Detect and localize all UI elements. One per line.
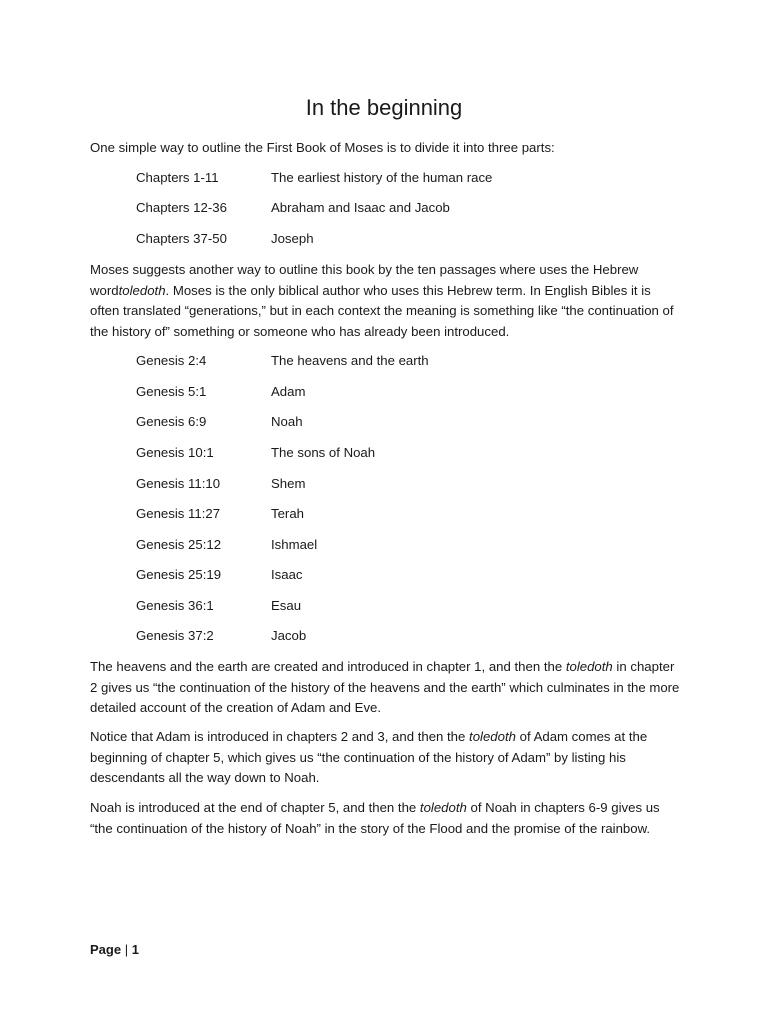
para4-text-a: Notice that Adam is introduced in chapters 2 and 3, and then the — [90, 729, 470, 744]
toledoth-row — [136, 351, 656, 371]
toledoth-ref: Genesis 6:9 — [136, 414, 207, 429]
para2-text-a: Moses suggests another way to outline this book by the ten passages where uses the Hebrew word — [90, 262, 639, 298]
intro-paragraph: One simple way to outline the First Book of Moses is to divide it into three parts: — [90, 140, 555, 155]
toledoth-row — [136, 504, 656, 524]
toledoth-desc: Ishmael — [271, 537, 318, 552]
toledoth-intro-paragraph — [90, 260, 680, 342]
outline-ref: Chapters 37-50 — [136, 231, 227, 246]
toledoth-desc: Terah — [271, 506, 304, 521]
toledoth-row — [136, 565, 656, 585]
para2-emphasis: toledoth — [118, 282, 166, 298]
toledoth-desc: Shem — [271, 476, 306, 491]
toledoth-ref: Genesis 25:12 — [136, 537, 222, 552]
toledoth-row — [136, 474, 656, 494]
para3-text-b: in chapter 2 gives us “the continuation of the history of the heavens and the earth” which culminates in the more detailed account of the creation of Adam and Eve. — [90, 659, 680, 715]
toledoth-row — [136, 596, 656, 616]
toledoth-row — [136, 443, 656, 463]
toledoth-ref: Genesis 2:4 — [136, 353, 207, 368]
toledoth-desc: The sons of Noah — [271, 445, 376, 460]
page-title: In the beginning — [305, 95, 463, 120]
outline-desc: The earliest history of the human race — [271, 170, 493, 185]
heavens-paragraph — [90, 657, 680, 719]
outline-row — [136, 229, 656, 249]
toledoth-desc: Noah — [271, 414, 303, 429]
noah-paragraph — [90, 798, 680, 839]
toledoth-desc: Adam — [271, 384, 306, 399]
toledoth-ref: Genesis 5:1 — [136, 384, 207, 399]
toledoth-row — [136, 412, 656, 432]
outline-desc: Abraham and Isaac and Jacob — [271, 200, 450, 215]
para4-text-b: of Adam comes at the beginning of chapter 5, which gives us “the continuation of the history of Adam” by listing his descendants all the way down to Noah. — [90, 729, 648, 785]
toledoth-ref: Genesis 37:2 — [136, 628, 214, 643]
para4-emphasis: toledoth — [469, 729, 516, 744]
outline-ref: Chapters 12-36 — [136, 200, 227, 215]
para3-emphasis: toledoth — [565, 659, 613, 674]
toledoth-row — [136, 382, 656, 402]
outline-ref: Chapters 1-11 — [136, 170, 219, 185]
para3-text-a: The heavens and the earth are created and introduced in chapter 1, and then the — [90, 659, 566, 674]
toledoth-row — [136, 626, 656, 646]
toledoth-desc: Esau — [271, 598, 302, 613]
para5-emphasis: toledoth — [419, 800, 467, 815]
toledoth-ref: Genesis 36:1 — [136, 598, 214, 613]
toledoth-ref: Genesis 10:1 — [136, 445, 214, 460]
page-separator: | — [121, 942, 132, 957]
page-footer — [90, 940, 139, 960]
toledoth-desc: Isaac — [271, 567, 303, 582]
toledoth-ref: Genesis 25:19 — [136, 567, 222, 582]
toledoth-desc: Jacob — [271, 628, 307, 643]
toledoth-desc: The heavens and the earth — [271, 353, 429, 368]
outline-row — [136, 198, 656, 218]
outline-desc: Joseph — [271, 231, 314, 246]
page-label: Page — [90, 942, 122, 957]
adam-paragraph — [90, 727, 680, 789]
toledoth-ref: Genesis 11:27 — [136, 506, 221, 521]
toledoth-row — [136, 535, 656, 555]
outline-row — [136, 168, 656, 188]
para5-text-b: of Noah in chapters 6-9 gives us “the continuation of the history of Noah” in the story of the Flood and the promise of the rainbow. — [90, 800, 660, 836]
page-number: 1 — [131, 942, 139, 957]
toledoth-ref: Genesis 11:10 — [136, 476, 221, 491]
para5-text-a: Noah is introduced at the end of chapter 5, and then the — [90, 800, 420, 815]
para2-text-b: . Moses is the only biblical author who uses this Hebrew term. In English Bibles it is often translated “generations,” but in each context the meaning is something like “the continuation of the history of” something or someone who has already been introduced. — [90, 282, 674, 339]
